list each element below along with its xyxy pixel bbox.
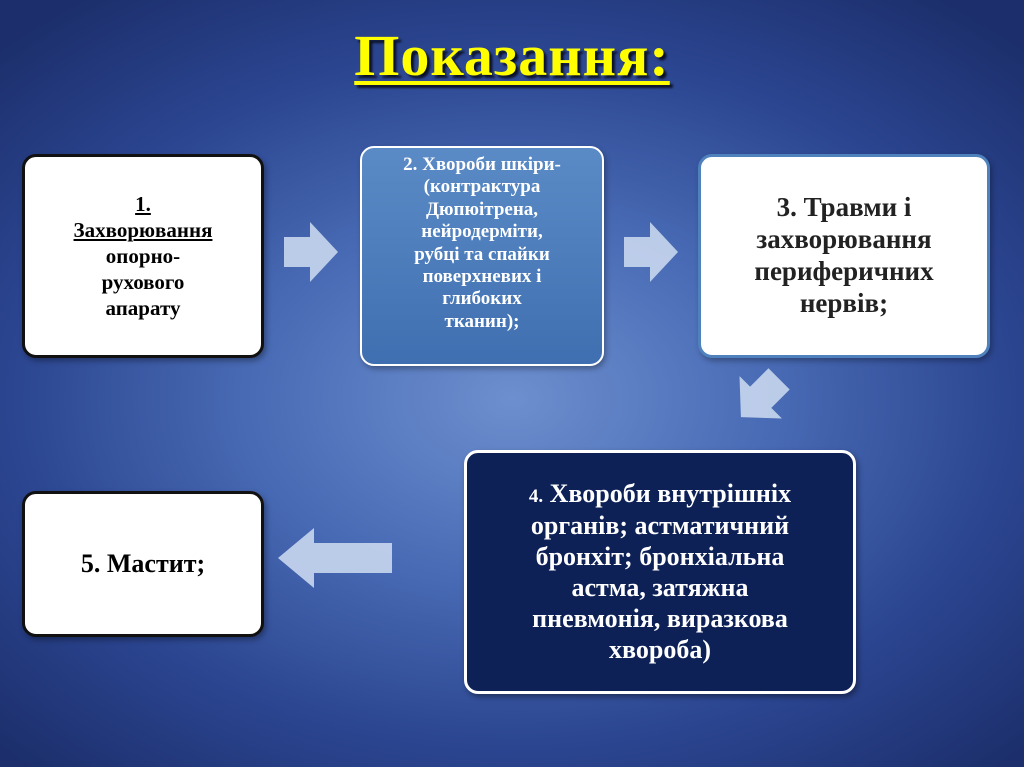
- box4-line: бронхіт; бронхіальна: [535, 541, 785, 571]
- box2-line: рубці та спайки: [414, 243, 550, 265]
- box3-line: 3. Травми і: [776, 192, 912, 223]
- indication-box-5: [22, 491, 264, 637]
- indication-box-1: [22, 154, 264, 358]
- box4-line: хвороба): [609, 635, 711, 665]
- page-title: Показання:: [354, 23, 670, 88]
- box4-line: астма, затяжна: [571, 573, 749, 602]
- arrow-right-icon: [624, 222, 678, 282]
- box5-text: 5. Мастит;: [80, 549, 206, 578]
- box1-number: 1.: [135, 191, 151, 216]
- box2-line: (контрактура: [423, 176, 541, 198]
- box2-line: глибоких: [442, 288, 522, 310]
- box4-line: пневмонія, виразкова: [532, 604, 788, 634]
- arrow-right-icon: [284, 222, 338, 282]
- arrow-down-left-icon: [730, 368, 790, 428]
- box2-line: нейродерміти,: [421, 221, 543, 243]
- box2-line: тканин);: [444, 310, 520, 332]
- box1-lead: Захворювання: [73, 217, 213, 242]
- indication-box-3: [698, 154, 990, 358]
- box4-first-line: [529, 478, 791, 509]
- box4-line1: Хвороби внутрішніх: [549, 479, 792, 509]
- box3-line: захворювання: [756, 224, 932, 255]
- box2-line: поверхневих і: [422, 266, 542, 288]
- box2-line: Дюпюітрена,: [425, 198, 539, 220]
- indication-box-4: [464, 450, 856, 694]
- box4-line: органів; астматичний: [530, 510, 790, 540]
- box3-line: нервів;: [799, 287, 889, 318]
- box1-line: рухового: [101, 270, 185, 295]
- indication-box-2: [360, 146, 604, 366]
- box1-line: апарату: [105, 296, 181, 321]
- arrow-left-icon: [278, 528, 392, 588]
- box3-line: периферичних: [754, 256, 934, 286]
- box4-number: 4.: [528, 486, 544, 508]
- box1-line: опорно-: [105, 243, 181, 268]
- box2-line: 2. Хвороби шкіри-: [403, 154, 561, 175]
